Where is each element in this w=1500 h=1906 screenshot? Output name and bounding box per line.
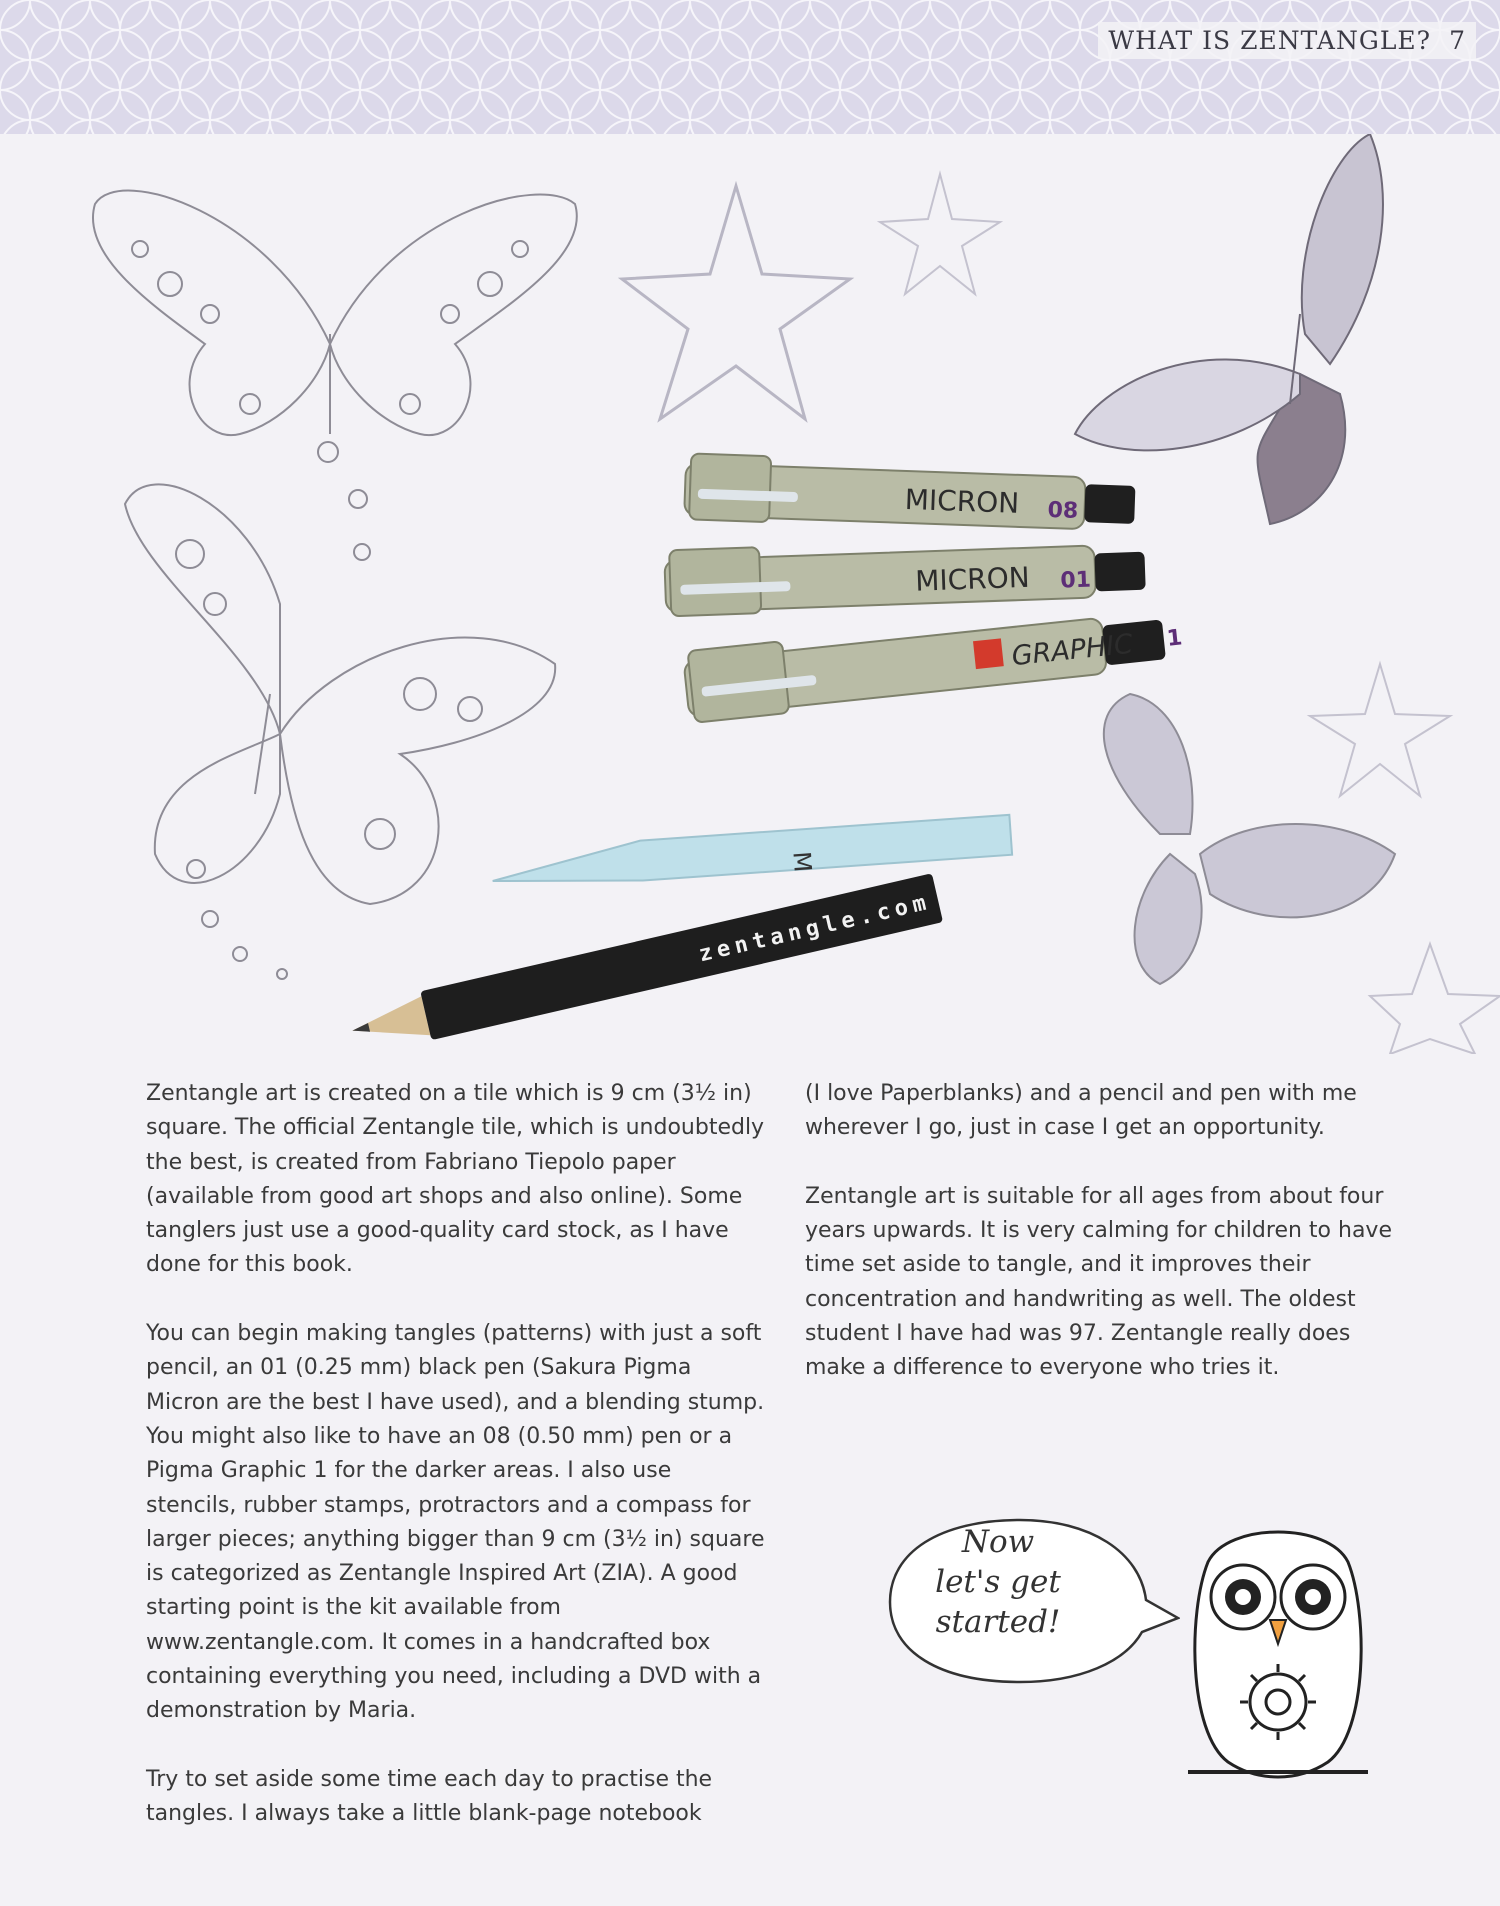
tools-illustration — [0, 134, 1500, 1054]
blending-stump — [491, 815, 1013, 894]
callout-line-1: Now — [961, 1524, 1035, 1560]
bubble-dots — [187, 442, 370, 979]
callout-line-2: let's get — [935, 1564, 1061, 1600]
header-lattice-band — [0, 0, 1500, 134]
butterfly-doodle-lace — [1104, 694, 1395, 984]
callout-line-3: started! — [935, 1604, 1061, 1640]
butterfly-doodle-top-left — [93, 191, 577, 436]
owl-illustration — [1178, 1522, 1378, 1802]
paragraph-tile: Zentangle art is created on a tile which is 9 cm (3½ in) square. The official Zentangle tile, which is undoubtedly the best, is created from Fabriano Tiepolo paper (available from good art shops and also online). Some tanglers just use a good-quality card stock, as I have done for this book. — [146, 1081, 765, 1278]
pencil-brand-text: zentangle.com — [696, 889, 934, 968]
paragraph-notebook: (I love Paperblanks) and a pencil and pen with me wherever I go, just in case I get an opportunity. — [805, 1081, 1357, 1141]
star-doodle-4 — [1370, 944, 1500, 1054]
page-number: 7 — [1449, 26, 1466, 55]
star-doodle-3 — [1310, 664, 1450, 796]
callout-text — [918, 1522, 1078, 1642]
pen-2-model: MICRON — [914, 560, 1031, 598]
pen-2-size: 01 — [1059, 567, 1092, 594]
pen-micron-01 — [664, 534, 1146, 617]
stump-mark: M — [787, 850, 817, 874]
chapter-title: WHAT IS ZENTANGLE? — [1108, 26, 1432, 55]
butterfly-doodle-mid-left — [125, 484, 555, 904]
body-column-right — [805, 1077, 1405, 1420]
star-doodle-1 — [622, 186, 850, 419]
pen-graphic-1 — [683, 600, 1186, 724]
pen-3-size: 1 — [1165, 625, 1184, 652]
pen-3-model: GRAPHIC — [1010, 628, 1135, 673]
lattice-pattern — [0, 0, 1500, 134]
paragraph-tools: You can begin making tangles (patterns) with just a soft pencil, an 01 (0.25 mm) black pen (Sakura Pigma Micron are the best I have used), and a blending stump. You might also like to have an 08 (0.50 mm) pen or a Pigma Graphic 1 for the darker areas. I also use stencils, rubber stamps, protractors and a compass for larger pieces; anything bigger than 9 cm (3½ in) square is categorized as Zentangle Inspired Art (ZIA). A good starting point is the kit available from www.zentangle.com. It comes in a handcrafted box containing everything you need, including a DVD with a demonstration by Maria. — [146, 1321, 765, 1724]
pen-1-model: MICRON — [904, 482, 1020, 520]
pen-1-size: 08 — [1047, 497, 1079, 524]
paragraph-practice: Try to set aside some time each day to practise the tangles. I always take a little blank-page notebook — [146, 1766, 713, 1827]
butterfly-doodle-top-right — [1075, 134, 1383, 524]
pen-micron-08 — [684, 453, 1136, 535]
star-doodle-2 — [880, 174, 1000, 294]
pencil — [347, 873, 943, 1054]
paragraph-ages: Zentangle art is suitable for all ages from about four years upwards. It is very calming for children to have time set aside to tangle, and it improves their concentration and handwriting as well. The oldest student I have had was 97. Zentangle really does make a difference to everyone who tries it. — [805, 1183, 1392, 1381]
running-header — [1098, 22, 1476, 59]
body-column-left — [146, 1077, 766, 1866]
